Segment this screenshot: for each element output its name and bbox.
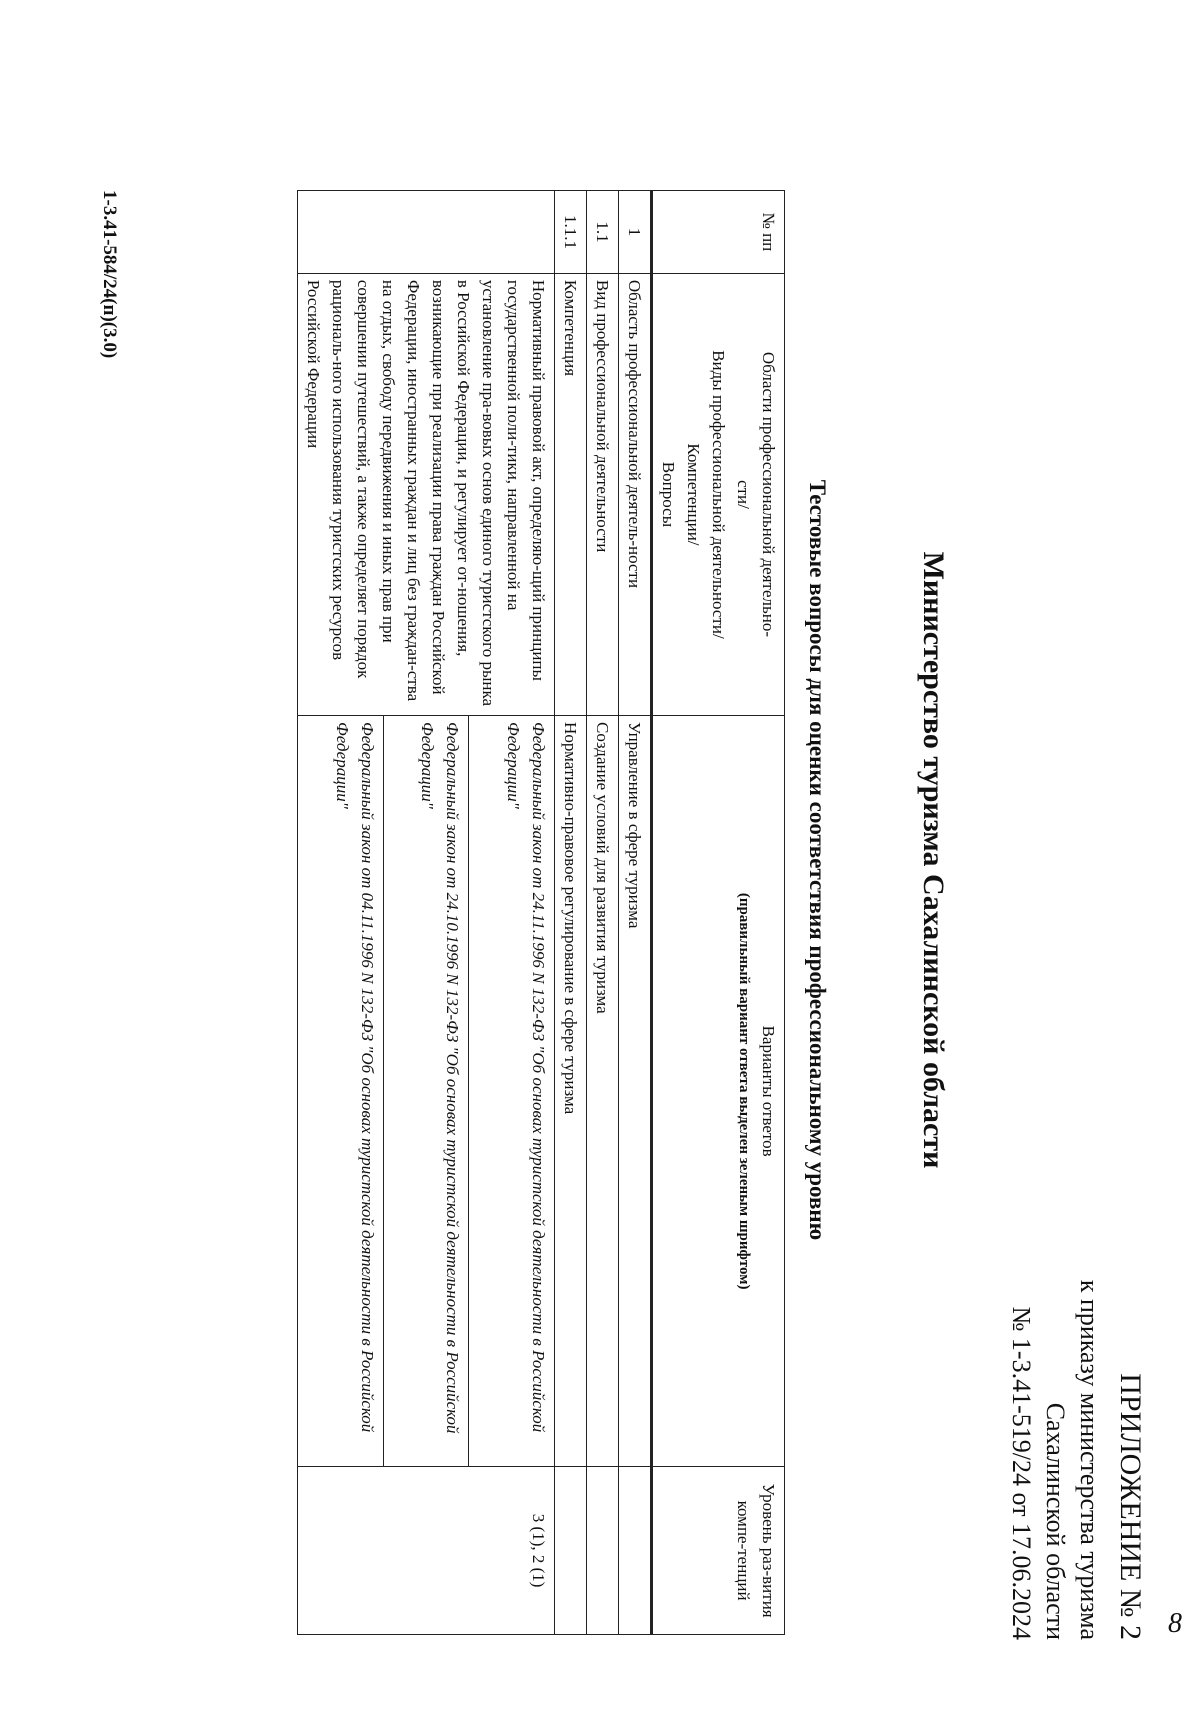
header-answers [652, 716, 785, 1467]
comp-num: 1.1.1 [555, 191, 587, 274]
page-number: 8 [1168, 1608, 1182, 1639]
table-row [619, 191, 652, 1635]
questions-table [297, 190, 785, 1635]
area-value: Управление в сфере туризма [619, 716, 652, 1467]
area-label: Область профессиональной деятель-ности [619, 273, 652, 715]
appendix-order-number: № 1-3.41-519/24 от 17.06.2024 [1007, 1306, 1036, 1640]
appendix-header [1004, 1280, 1150, 1640]
header-area-line: Вопросы [659, 461, 678, 528]
question-text: Нормативный правовой акт, определяю-щий принципы государственной поли-тики, направленной на установление пра-вовых основ единого туристского рынка в Российской Федерации, и регулирует от-ношения, возникающие при реализации права граждан Российской Федерации, иностранных граждан и лиц без граждан-ства на отдых, свободу передвижения и иных прав при совершении путешествий, а также определяет порядок рациональ-ного использования туристских ресурсов Российской Федерации [298, 273, 555, 715]
header-level: Уровень раз-вития компе-тенций [652, 1467, 785, 1635]
header-area-line: сти/ [734, 480, 753, 509]
table-row [587, 191, 619, 1635]
answer-option: Федеральный закон от 24.10.1996 N 132-ФЗ "Об основах туристской деятельности в Российской Федерации" [383, 716, 469, 1467]
answer-option: Федеральный закон от 04.11.1996 N 132-ФЗ "Об основах туристской деятельности в Российской Федерации" [298, 716, 384, 1467]
kind-value: Создание условий для развития туризма [587, 716, 619, 1467]
table-row [555, 191, 587, 1635]
ministry-title: Министерство туризма Сахалинской области [917, 551, 950, 1169]
comp-level [555, 1467, 587, 1635]
document-code: 1-3.41-584/24(п)(3.0) [99, 190, 120, 359]
appendix-line: к приказу министерства туризма [1075, 1279, 1104, 1640]
table-header-row [652, 191, 785, 1635]
level-value: 3 (1), 2 (1) [298, 1467, 555, 1635]
header-area-line: Области профессиональной деятельно- [759, 351, 778, 638]
comp-value: Нормативно-правовое регулирование в сфере туризма [555, 716, 587, 1467]
appendix-line: Сахалинской области [1041, 1402, 1070, 1640]
header-area [652, 273, 785, 715]
comp-label: Компетенция [555, 273, 587, 715]
area-num: 1 [619, 191, 652, 274]
document-title: Тестовые вопросы для оценки соответствия профессиональному уровню [805, 479, 830, 1241]
kind-label: Вид профессиональной деятельности [587, 273, 619, 715]
appendix-title: ПРИЛОЖЕНИЕ № 2 [1114, 1373, 1147, 1640]
header-area-line: Компетенции/ [684, 443, 703, 546]
question-num [298, 191, 555, 274]
table-row [469, 191, 555, 1635]
header-num: № пп [652, 191, 785, 274]
header-answers-title: Варианты ответов [759, 1025, 778, 1157]
kind-level [587, 1467, 619, 1635]
document-page [50, 40, 1150, 1680]
area-level [619, 1467, 652, 1635]
header-area-line: Виды профессиональной деятельности/ [709, 350, 728, 639]
kind-num: 1.1 [587, 191, 619, 274]
header-answers-hint: (правильный вариант ответа выделен зеленым шрифтом) [736, 892, 752, 1290]
answer-option: Федеральный закон от 24.11.1996 N 132-ФЗ "Об основах туристской деятельности в Российской Федерации" [469, 716, 555, 1467]
